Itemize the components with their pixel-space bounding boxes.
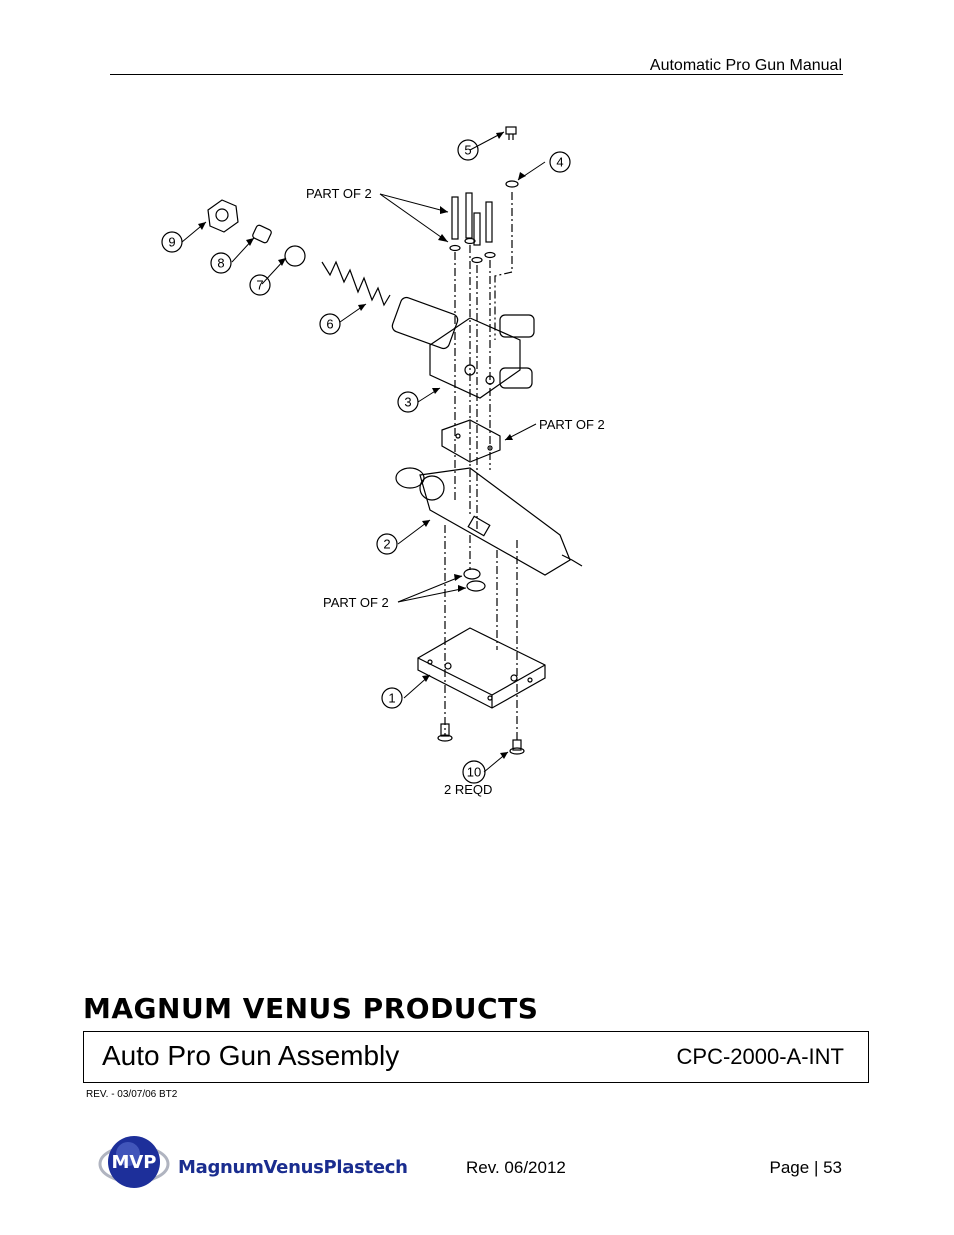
title-block (83, 1031, 869, 1083)
logo-wordmark: MagnumVenusPlastech (178, 1157, 408, 1178)
callout-1: 1 (388, 690, 396, 706)
callout-bubbles (162, 140, 570, 783)
gasket-plate (442, 420, 500, 462)
bolt-set (450, 193, 495, 263)
callout-5: 5 (464, 142, 472, 158)
callout-9: 9 (168, 234, 176, 250)
part-3-manifold (391, 296, 534, 398)
note-part-of-2-orings: PART OF 2 (323, 595, 389, 610)
part-number: CPC-2000-A-INT (676, 1044, 844, 1069)
page-number: Page | 53 (769, 1158, 842, 1177)
callout-3: 3 (404, 394, 412, 410)
callout-7: 7 (256, 277, 264, 293)
part-10-screws (438, 724, 524, 754)
callout-10: 10 (466, 764, 482, 780)
logo-badge: MVP (111, 1152, 157, 1173)
assembly-name: Auto Pro Gun Assembly (102, 1040, 400, 1071)
part-1-base-block (418, 628, 545, 708)
part-9-nut (208, 200, 238, 232)
footer-revision: Rev. 06/2012 (466, 1158, 566, 1177)
part-8 (252, 224, 272, 243)
callout-2: 2 (383, 536, 391, 552)
callout-6: 6 (326, 316, 334, 332)
callout-8: 8 (217, 255, 225, 271)
part-6-spring (322, 262, 390, 305)
note-part-of-2-gasket: PART OF 2 (539, 417, 605, 432)
manual-title: Automatic Pro Gun Manual (649, 57, 842, 74)
company-name: MAGNUM VENUS PRODUCTS (83, 992, 539, 1025)
mvp-logo (96, 1132, 176, 1196)
note-part-of-2-bolts: PART OF 2 (306, 186, 372, 201)
callout-4: 4 (556, 154, 564, 170)
part-4-washer (506, 181, 518, 187)
part-5-screw (506, 127, 516, 140)
note-2-reqd: 2 REQD (444, 782, 493, 797)
drawing-revision-line: REV. - 03/07/06 BT2 (86, 1089, 178, 1100)
part-7-disc (285, 246, 305, 266)
